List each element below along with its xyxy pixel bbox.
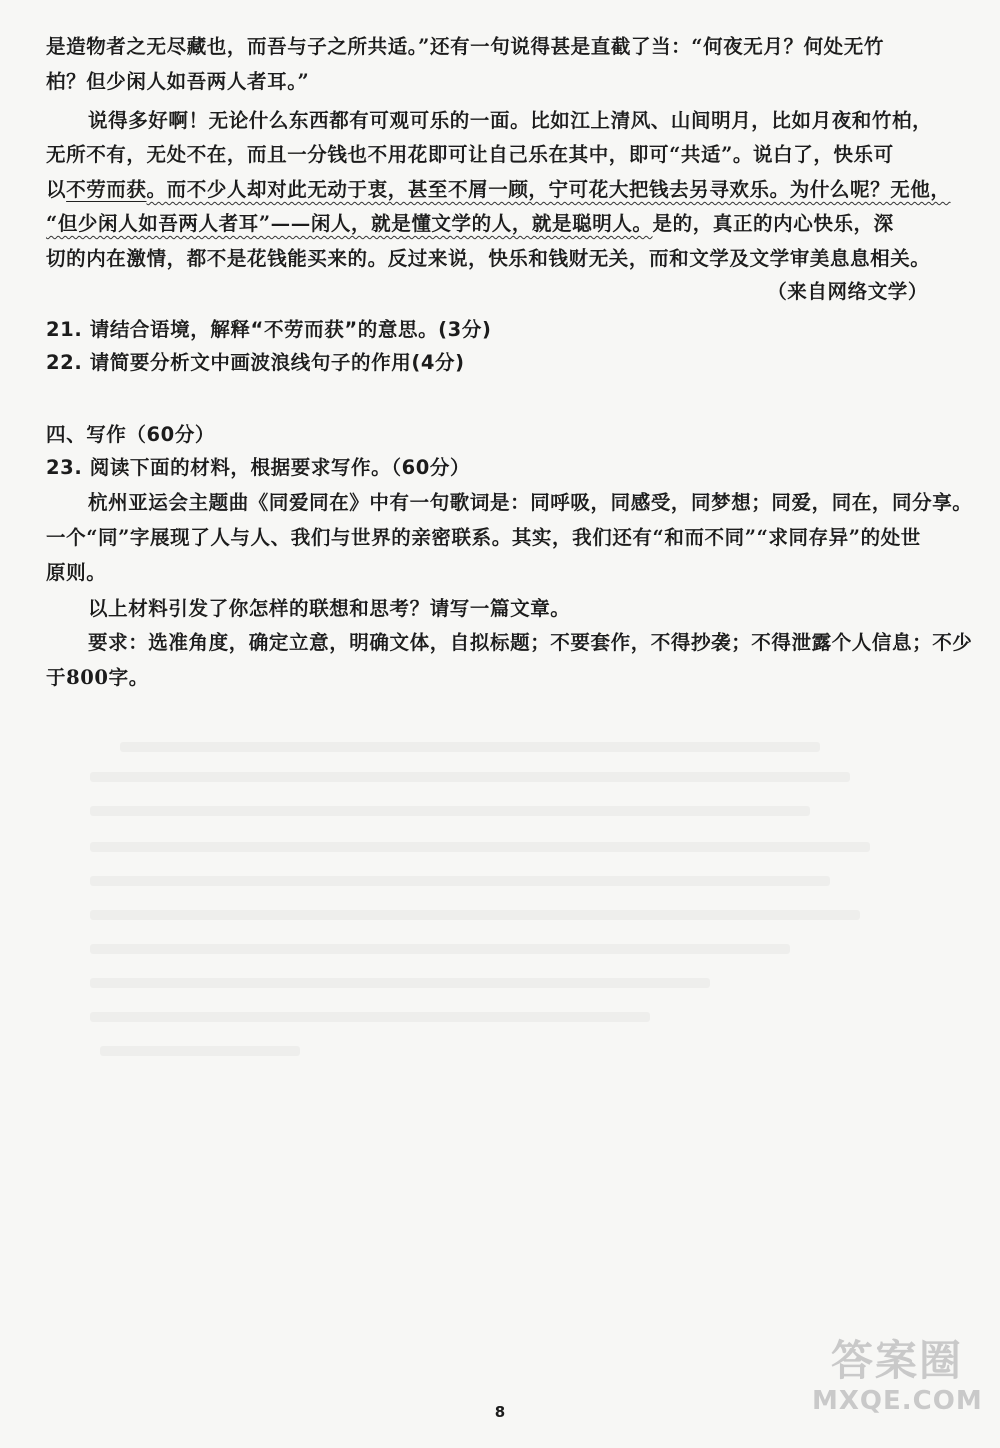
requirement-line2: 于800字。 bbox=[46, 666, 149, 689]
watermark-text: 答案圈 bbox=[830, 1336, 963, 1385]
bleed-through bbox=[90, 910, 860, 920]
paragraph2-line5: 切的内在激情，都不是花钱能买来的。反过来说，快乐和钱财无关，而和文学及文学审美息息相关。 bbox=[46, 247, 931, 270]
paragraph1-line2: 柏？但少闲人如吾两人者耳。” bbox=[46, 70, 310, 93]
paragraph2-line2: 无所不有，无处不在，而且一分钱也不用花即可让自己乐在其中，即可“共适”。说白了，快乐可 bbox=[46, 143, 894, 166]
bleed-through bbox=[90, 944, 790, 954]
bleed-through bbox=[90, 1012, 650, 1022]
paragraph1-line1: 是造物者之无尽藏也，而吾与子之所共适。”还有一句说得甚是直截了当：“何夜无月？何处无竹 bbox=[46, 35, 884, 58]
text-segment: 是的，真正的内心快乐，深 bbox=[652, 212, 894, 235]
page-number: 8 bbox=[494, 1403, 506, 1421]
question-22: 22. 请简要分析文中画波浪线句子的作用(4分) bbox=[46, 351, 465, 374]
watermark-url: MXQE.COM bbox=[812, 1386, 983, 1416]
bleed-through bbox=[90, 978, 710, 988]
bleed-through bbox=[90, 772, 850, 782]
wavy-underlined-sentence: 。而不少人却对此无动于衷，甚至不屑一顾，宁可花大把钱去另寻欢乐。为什么呢？无他， bbox=[146, 178, 951, 201]
question-23: 23. 阅读下面的材料，根据要求写作。（60分） bbox=[46, 456, 471, 479]
bleed-through bbox=[90, 876, 830, 886]
underlined-phrase: 不劳而获 bbox=[66, 178, 147, 201]
writing-prompt: 以上材料引发了你怎样的联想和思考？请写一篇文章。 bbox=[88, 597, 571, 620]
material-line3: 原则。 bbox=[46, 561, 107, 584]
watermark-logo bbox=[812, 1336, 982, 1436]
wavy-underlined-sentence-cont: “但少闲人如吾两人者耳”——闲人，就是懂文学的人，就是聪明人。 bbox=[46, 212, 653, 235]
requirement-line1: 要求：选准角度，确定立意，明确文体，自拟标题；不要套作，不得抄袭；不得泄露个人信息；不少 bbox=[88, 631, 973, 654]
bleed-through bbox=[120, 742, 820, 752]
text-segment: 以 bbox=[46, 178, 67, 201]
bleed-through bbox=[100, 1046, 300, 1056]
writing-section-heading: 四、写作（60分） bbox=[46, 423, 216, 446]
paragraph2-line4 bbox=[46, 214, 946, 234]
material-line2: 一个“同”字展现了人与人、我们与世界的亲密联系。其实，我们还有“和而不同”“求同存异”的处世 bbox=[46, 526, 921, 549]
paragraph2-line1: 说得多好啊！无论什么东西都有可观可乐的一面。比如江上清风、山间明月，比如月夜和竹柏， bbox=[88, 109, 933, 132]
source-attribution: （来自网络文学） bbox=[767, 280, 928, 303]
material-line1: 杭州亚运会主题曲《同爱同在》中有一句歌词是：同呼吸，同感受，同梦想；同爱，同在，同分享。 bbox=[88, 491, 973, 514]
question-21: 21. 请结合语境，解释“不劳而获”的意思。(3分) bbox=[46, 318, 492, 341]
bleed-through bbox=[90, 842, 870, 852]
bleed-through bbox=[90, 806, 810, 816]
paragraph2-line3 bbox=[46, 178, 951, 201]
